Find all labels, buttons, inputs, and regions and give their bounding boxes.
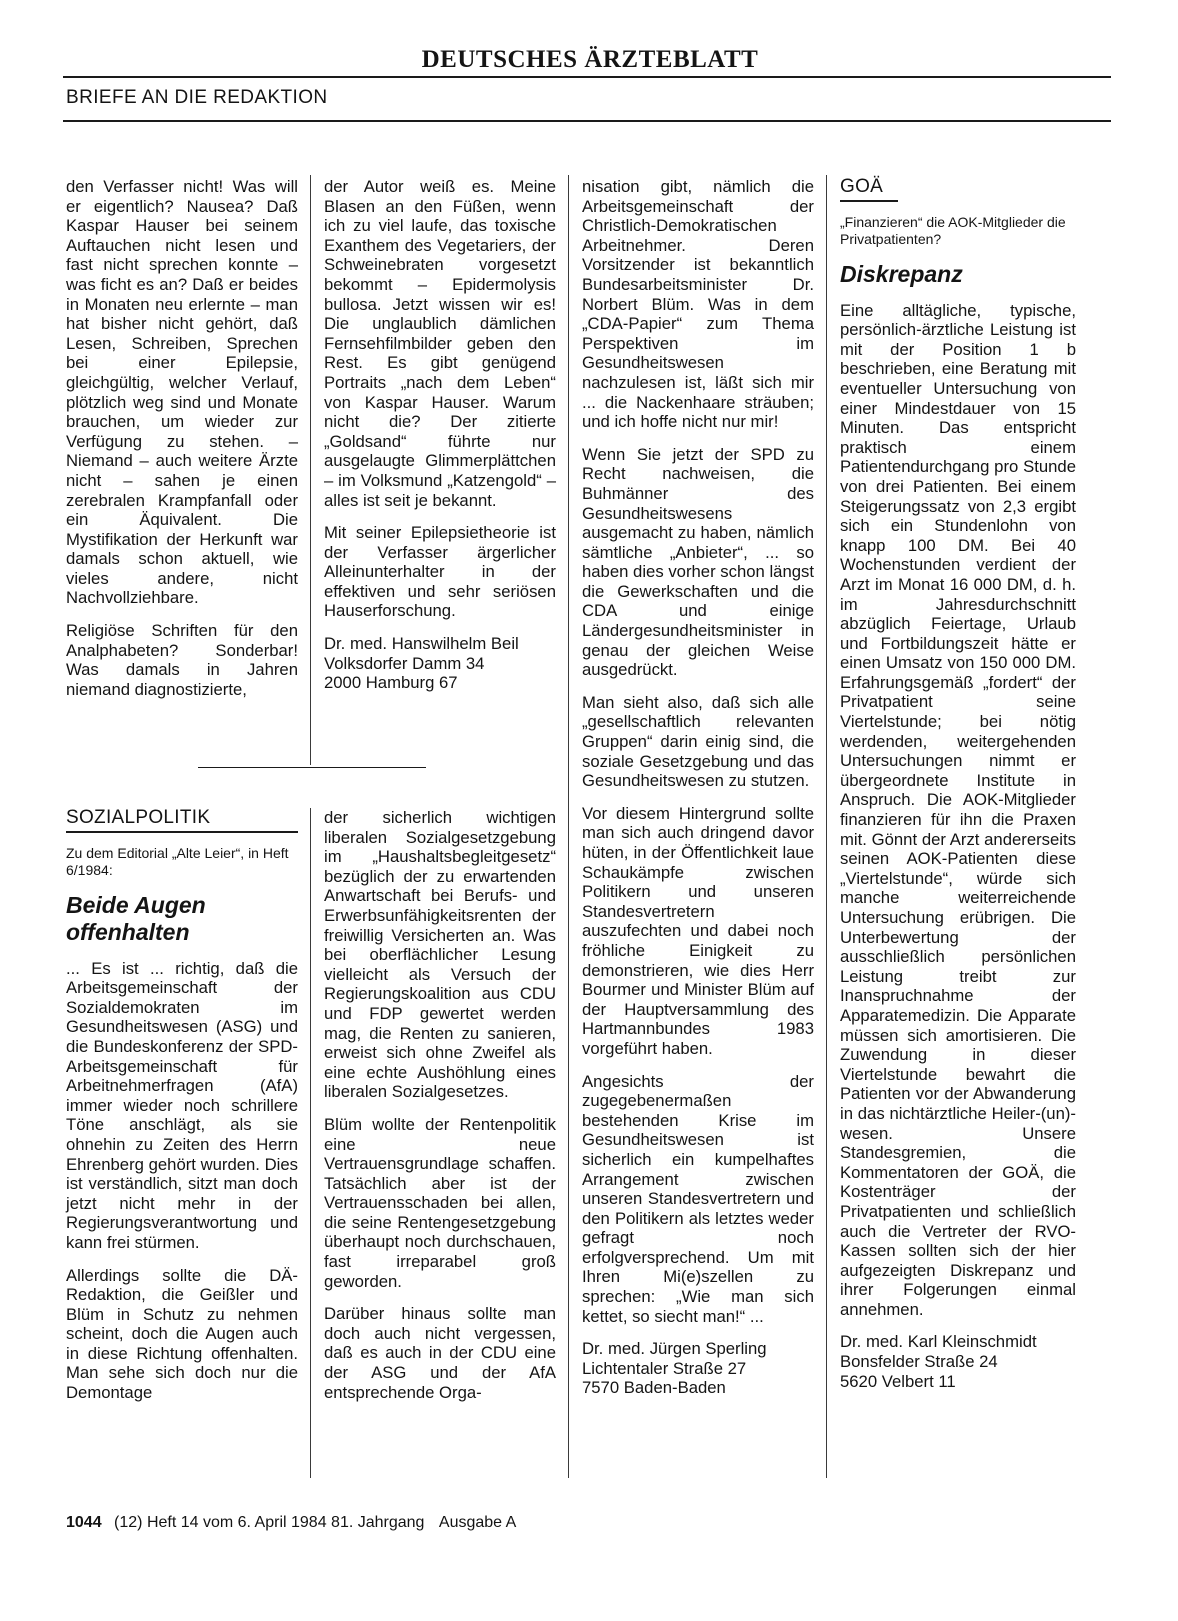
signature: [582, 1339, 814, 1398]
letter-2-col3: [582, 177, 814, 1411]
issue-info: (12) Heft 14 vom 6. April 1984 81. Jahrgang: [114, 1514, 425, 1531]
signature-city: 2000 Hamburg 67: [324, 673, 458, 693]
letter-3-col4: [840, 177, 1076, 1404]
signature-name: Dr. med. Jürgen Sperling: [582, 1339, 767, 1359]
signature-street: Bonsfelder Straße 24: [840, 1352, 998, 1372]
section-title: BRIEFE AN DIE REDAKTION: [66, 87, 328, 108]
paragraph: der sicherlich wichtigen liberalen Sozialgesetzgebung im „Haushaltsbegleitgesetz“ bezüglich der zu erwartenden Anwartschaft bei Berufs- und Erwerbsunfähigkeitsrenten der freiwillig Versicherten an. Was bei oberflächlicher Lesung vielleicht als Versuch der Regierungskoalition aus CDU und FDP gewertet werden mag, die Renten zu sanieren, erweist sich ohne Zweifel als eine echte Aushöhlung eines liberalen Sozialgesetzes.: [324, 808, 556, 1102]
signature-name: Dr. med. Hanswilhelm Beil: [324, 634, 519, 654]
letter-2-col1: [66, 808, 298, 1416]
paragraph: Wenn Sie jetzt der SPD zu Recht nachweisen, die Buhmänner des Gesundheitswesens ausgemacht zu haben, nämlich sämtliche „Anbieter“, ... so haben dies vorher schon längst die Gewerkschaften und die CDA und einige Ländergesundheitsminister in genau der gleichen Weise ausgedrückt.: [582, 444, 814, 680]
signature: [324, 634, 556, 693]
headline: Diskrepanz: [840, 260, 963, 287]
column-divider: [310, 808, 311, 1478]
rubric-sozialpolitik: SOZIALPOLITIK: [66, 807, 211, 828]
paragraph: nisation gibt, nämlich die Arbeitsgemeinschaft der Christlich-Demokratischen Arbeitnehmer. Deren Vorsitzender ist bekanntlich Bundesarbeitsminister Dr. Norbert Blüm. Was in dem „CDA-Papier“ zum Thema Perspektiven im Gesundheitswesen nachzulesen ist, läßt sich mir ... die Nackenhaare sträuben; und ich hoffe nicht nur mir!: [582, 177, 814, 432]
subhead: Zu dem Editorial „Alte Leier“, in Heft 6/1984:: [66, 844, 289, 878]
column-divider: [826, 175, 827, 1478]
headline: Beide Augen offenhalten: [66, 891, 206, 945]
article-separator: [198, 767, 426, 768]
page-footer: [66, 1514, 516, 1532]
paragraph: Mit seiner Epilepsietheorie ist der Verfasser ärgerlicher Alleinunterhalter in der effektiven und sehr seriösen Hauserforschung.: [324, 523, 556, 621]
paragraph: ... Es ist ... richtig, daß die Arbeitsgemeinschaft der Sozialdemokraten im Gesundheitswesen (ASG) und die Bundeskonferenz der SPD-Arbeitsgemeinschaft für Arbeitnehmerfragen (AfA) immer wieder noch schrillere Töne anschlägt, als sie ohnehin zu Zeiten des Herrn Ehrenberg gehört wurden. Dies ist verständlich, sitzt man doch jetzt nicht mehr in der Regierungsverantwortung und kann frei stürmen.: [66, 958, 298, 1252]
letter-1-col2: [324, 177, 556, 706]
signature-city: 7570 Baden-Baden: [582, 1378, 726, 1398]
paragraph: Eine alltägliche, typische, persönlich-ärztliche Leistung ist mit der Position 1 b beschrieben, eine Beratung mit eventueller Untersuchung von einer Mindestdauer von 15 Minuten. Das entspricht praktisch einem Patientendurchgang pro Stunde von drei Patienten. Bei einem Steigerungssatz von 2,3 ergibt sich ein Stundenlohn von knapp 100 DM. Bei 40 Wochenstunden verdient der Arzt im Monat 16 000 DM, d. h. im Jahresdurchschnitt abzüglich Feiertage, Urlaub und Fortbildungszeit hätte er einen Umsatz von 150 000 DM. Erfahrungsgemäß „fordert“ der Privatpatient seine Viertelstunde; bei nötig werdenden, weitergehenden Untersuchungen nimmt er übergeordnete Institute in Anspruch. Die AOK-Mitglieder finanzieren für ihn die Praxen mit. Gönnt der Arzt andererseits seinen AOK-Patienten diese „Viertelstunde“, würde sich manche weiterreichende Untersuchung erübrigen. Die Unterbewertung der ausschließlich persönlichen Leistung treibt zur Inanspruchnahme der Apparatemedizin. Die Apparate müssen sich amortisieren. Die Zuwendung in dieser Viertelstunde bewahrt die Patienten vor der Abwanderung in das nichtärztliche Heiler-(un)-wesen. Unsere Standesgremien, die Kommentatoren der GOÄ, die Kostenträger der Privatpatienten und schließlich auch die Vertreter der RVO-Kassen sollten sich der hier aufgezeigten Diskrepanz und ihrer Folgerungen einmal annehmen.: [840, 300, 1076, 1319]
paragraph: der Autor weiß es. Meine Blasen an den Füßen, wenn ich zu viel laufe, das toxische Exanthem des Vegetariers, der Schweinebraten vorgesetzt bekommt – Epidermolysis bullosa. Jetzt wissen wir es! Die unglaublich dämlichen Fernsehfilmbilder geben den Rest. Es gibt genügend Portraits „nach dem Leben“ von Kaspar Hauser. Warum nicht die? Der zitierte „Goldsand“ führte nur ausgelaugte Glimmerplättchen – im Volksmund „Katzengold“ – alles ist seit je bekannt.: [324, 177, 556, 510]
masthead: DEUTSCHES ÄRZTEBLATT: [421, 46, 759, 73]
column-divider: [568, 175, 569, 1478]
signature-street: Lichtentaler Straße 27: [582, 1358, 747, 1378]
column-divider: [310, 175, 311, 765]
rubric-goae: GOÄ: [840, 176, 884, 197]
paragraph: Blüm wollte der Rentenpolitik eine neue Vertrauensgrundlage schaffen. Tatsächlich aber ist der Vertrauensschaden bei allen, die seine Rentengesetzgebung überhaupt noch durchschauen, fast irreparabel groß geworden.: [324, 1114, 556, 1291]
rubric-rule: [840, 200, 898, 202]
subhead: „Finanzieren“ die AOK-Mitglieder die Privatpatienten?: [840, 213, 1066, 247]
signature-street: Volksdorfer Damm 34: [324, 653, 485, 673]
signature-name: Dr. med. Karl Kleinschmidt: [840, 1332, 1037, 1352]
paragraph: Man sieht also, daß sich alle „gesellschaftlich relevanten Gruppen“ darin einig sind, die soziale Gesetzgebung und das Gesundheitswesen zu stutzen.: [582, 692, 814, 791]
paragraph: Religiöse Schriften für den Analphabeten? Sonderbar! Was damals in Jahren niemand diagnostizierte,: [66, 621, 298, 699]
section-rule: [63, 120, 1111, 122]
masthead-rule: [63, 76, 1111, 78]
paragraph: Allerdings sollte die DÄ-Redaktion, die Geißler und Blüm in Schutz zu nehmen scheint, doch die Augen auch in diese Richtung offenhalten. Man sehe sich doch nur die Demontage: [66, 1265, 298, 1403]
paragraph: Darüber hinaus sollte man doch auch nicht vergessen, daß es auch in der CDU eine der ASG und der AfA entsprechende Orga-: [324, 1304, 556, 1402]
letter-2-col2: [324, 808, 556, 1415]
letter-1-col1: [66, 177, 298, 712]
paragraph: Angesichts der zugegebenermaßen bestehenden Krise im Gesundheitswesen ist sicherlich ein kumpelhaftes Arrangement zwischen unseren Standesvertretern und den Politikern als letztes weder gefragt noch erfolgversprechend. Um mit Ihren Mi(e)szellen zu sprechen: „Wie man sich kettet, so siecht man!“ ...: [582, 1071, 814, 1326]
signature-city: 5620 Velbert 11: [840, 1371, 956, 1391]
page-number: 1044: [66, 1514, 102, 1531]
rubric-rule: [66, 831, 298, 833]
signature: [840, 1332, 1076, 1391]
edition-label: Ausgabe A: [438, 1514, 517, 1531]
paragraph: den Verfasser nicht! Was will er eigentlich? Nausea? Daß Kaspar Hauser bei seinem Auftauchen nicht lesen und fast nicht sprechen konnte – was ficht es an? Daß er beides in Monaten neu erlernte – man hat bisher nicht gehört, daß Lesen, Schreiben, Sprechen bei einer Epilepsie, gleichgültig, welcher Verlauf, plötzlich weg sind und Monate brauchen, um wieder zur Verfügung zu stehen. – Niemand – auch weitere Ärzte nicht – sahen je einen zerebralen Krampfanfall oder ein Äquivalent. Die Mystifikation der Herkunft war damals schon aktuell, wie vieles andere, nicht Nachvollziehbare.: [66, 177, 298, 608]
paragraph: Vor diesem Hintergrund sollte man sich auch dringend davor hüten, in der Öffentlichkeit laue Schaukämpfe zwischen Politikern und unseren Standesvertretern auszufechten und dabei noch fröhliche Einigkeit zu demonstrieren, wie dies Herr Bourmer und Minister Blüm auf der Hauptversammlung des Hartmannbundes 1983 vorgeführt haben.: [582, 803, 814, 1058]
